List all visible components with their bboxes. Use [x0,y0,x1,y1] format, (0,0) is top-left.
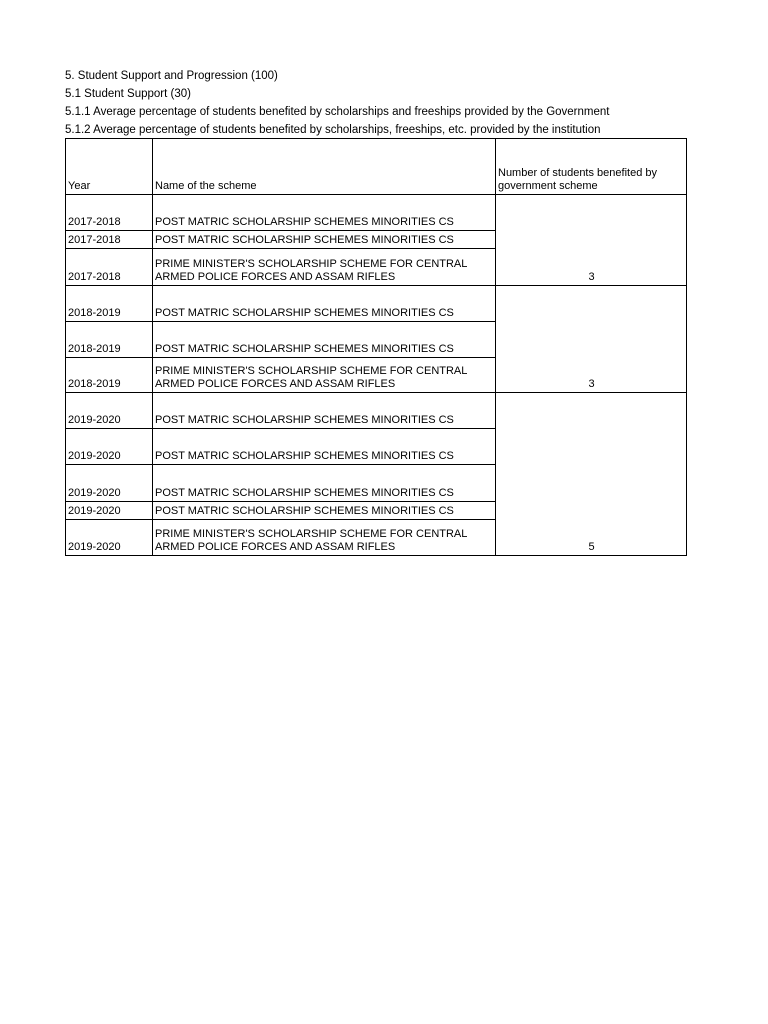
cell-year: 2017-2018 [66,231,153,249]
cell-year: 2018-2019 [66,322,153,358]
cell-year: 2019-2020 [66,465,153,502]
cell-scheme-name: POST MATRIC SCHOLARSHIP SCHEMES MINORITIES CS [153,429,496,465]
cell-year: 2019-2020 [66,429,153,465]
table-row [66,393,687,429]
section-headings [65,67,609,139]
header-scheme-name: Name of the scheme [153,139,496,195]
table-row [66,286,687,322]
cell-year: 2017-2018 [66,195,153,231]
cell-scheme-name: PRIME MINISTER'S SCHOLARSHIP SCHEME FOR CENTRAL ARMED POLICE FORCES AND ASSAM RIFLES [153,249,496,286]
header-year: Year [66,139,153,195]
header-students-benefited: Number of students benefited by government scheme [496,139,687,195]
cell-scheme-name: POST MATRIC SCHOLARSHIP SCHEMES MINORITIES CS [153,231,496,249]
cell-scheme-name: PRIME MINISTER'S SCHOLARSHIP SCHEME FOR CENTRAL ARMED POLICE FORCES AND ASSAM RIFLES [153,358,496,393]
cell-year: 2019-2020 [66,393,153,429]
cell-scheme-name: PRIME MINISTER'S SCHOLARSHIP SCHEME FOR CENTRAL ARMED POLICE FORCES AND ASSAM RIFLES [153,520,496,556]
cell-scheme-name: POST MATRIC SCHOLARSHIP SCHEMES MINORITIES CS [153,322,496,358]
cell-scheme-name: POST MATRIC SCHOLARSHIP SCHEMES MINORITIES CS [153,195,496,231]
heading-section-5-1-2: 5.1.2 Average percentage of students benefited by scholarships, freeships, etc. provided by the institution [65,124,601,136]
cell-students-count: 5 [496,393,687,556]
cell-scheme-name: POST MATRIC SCHOLARSHIP SCHEMES MINORITIES CS [153,393,496,429]
cell-year: 2017-2018 [66,249,153,286]
cell-students-count: 3 [496,286,687,393]
cell-year: 2019-2020 [66,502,153,520]
cell-scheme-name: POST MATRIC SCHOLARSHIP SCHEMES MINORITIES CS [153,286,496,322]
cell-scheme-name: POST MATRIC SCHOLARSHIP SCHEMES MINORITIES CS [153,502,496,520]
cell-students-count: 3 [496,195,687,286]
cell-scheme-name: POST MATRIC SCHOLARSHIP SCHEMES MINORITIES CS [153,465,496,502]
cell-year: 2019-2020 [66,520,153,556]
cell-year: 2018-2019 [66,358,153,393]
heading-section-5-1: 5.1 Student Support (30) [65,88,191,100]
table-header-row [66,139,687,195]
heading-section-5-1-1: 5.1.1 Average percentage of students benefited by scholarships and freeships provided by the Government [65,106,610,118]
heading-section-5: 5. Student Support and Progression (100) [65,70,278,82]
scholarship-table [65,138,687,556]
table-row [66,195,687,231]
cell-year: 2018-2019 [66,286,153,322]
